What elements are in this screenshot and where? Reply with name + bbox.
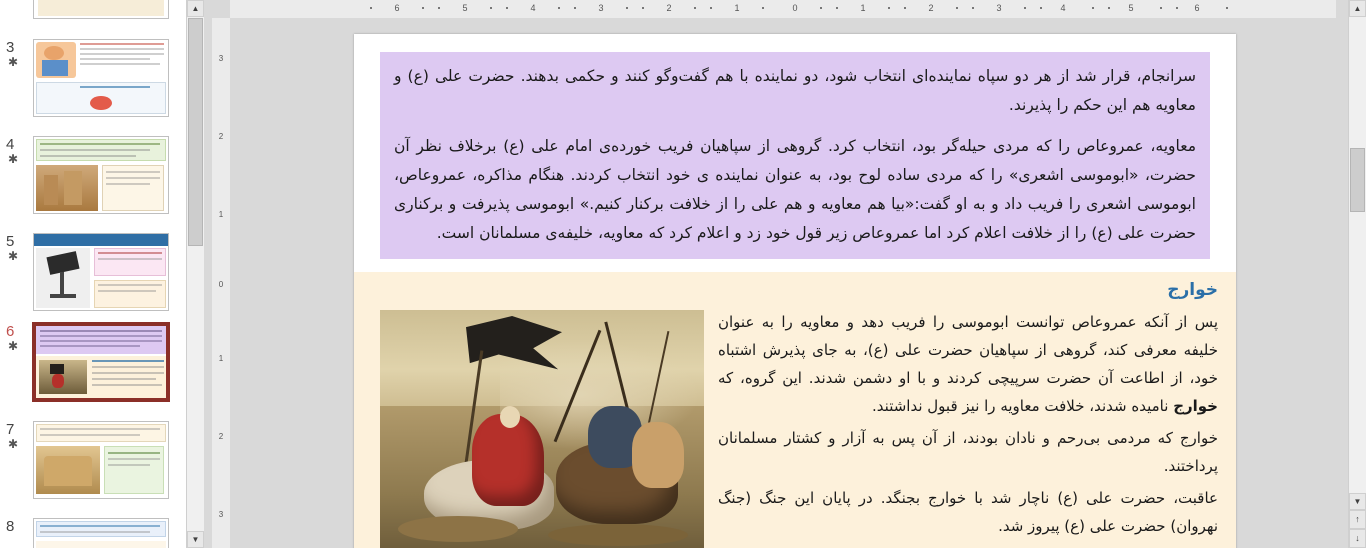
hruler-tick-2: 2 bbox=[666, 3, 672, 13]
hruler-tick-4b: 4 bbox=[1060, 3, 1066, 13]
vruler-tick-1: 1 bbox=[218, 210, 224, 219]
slide-thumbnail-5-image[interactable] bbox=[33, 233, 169, 311]
slide-thumbnail-2[interactable] bbox=[0, 0, 186, 24]
hruler-tick-6: 6 bbox=[394, 3, 400, 13]
slide-area-scrollbar[interactable] bbox=[1348, 0, 1366, 548]
horizontal-ruler bbox=[230, 0, 1336, 19]
slide-number-6: 6 bbox=[6, 323, 15, 340]
current-slide[interactable] bbox=[354, 34, 1236, 548]
intro-paragraph-1: سرانجام، قرار شد از هر دو سپاه نماینده‌ای انتخاب شود، دو نماینده با هم گفت‌وگو کنند و حکمی بدهند. حضرت علی (ع) و معاویه هم این حکم را پذیرند. bbox=[394, 67, 1196, 114]
vruler-tick-1b: 1 bbox=[218, 354, 224, 363]
body-paragraph-3: عاقبت، حضرت علی (ع) ناچار شد با خوارج بجنگد. در پایان این جنگ (جنگ نهروان) حضرت علی (ع) پیروز شد. bbox=[718, 489, 1218, 535]
hruler-tick-2b: 2 bbox=[928, 3, 934, 13]
vruler-tick-2b: 2 bbox=[218, 432, 224, 441]
body-paragraph-1-part1: پس از آنکه عمروعاص توانست ابوموسی را فریب دهد و معاویه را به عنوان خلیفه معرفی کند، گروهی از سپاهیان حضرت علی (ع)، به جای پذیرش اشتباه خود، از اطاعت آن حضرت سرپیچی کردند و با او دشمن شدند. این گروه، که bbox=[718, 313, 1218, 387]
kharej-section[interactable] bbox=[354, 272, 1236, 548]
animation-star-icon-4: ✱ bbox=[8, 152, 19, 166]
slide-thumbnail-4[interactable] bbox=[0, 133, 186, 219]
previous-slide-button[interactable]: ↑ bbox=[1349, 510, 1366, 529]
slide-thumbnail-3[interactable] bbox=[0, 36, 186, 122]
slide-editing-area[interactable] bbox=[230, 18, 1336, 548]
scroll-down-button[interactable]: ▼ bbox=[1349, 493, 1366, 510]
slide-thumbnail-6-image[interactable] bbox=[33, 323, 169, 401]
slide-number-5: 5 bbox=[6, 233, 15, 250]
body-paragraph-2: خوارج که مردمی بی‌رحم و نادان بودند، از آن پس به آزار و کشتار مسلمانان پرداختند. bbox=[718, 429, 1218, 475]
vruler-tick-0: 0 bbox=[218, 280, 224, 289]
hruler-tick-4: 4 bbox=[530, 3, 536, 13]
vertical-ruler bbox=[212, 18, 231, 548]
slide-thumbnail-8[interactable] bbox=[0, 515, 186, 548]
hruler-tick-1: 1 bbox=[734, 3, 740, 13]
thumbnail-scrollbar-thumb[interactable] bbox=[188, 18, 203, 246]
body-paragraph-1-part2: نامیده شدند، خلافت معاویه را نیز قبول نداشتند. bbox=[872, 397, 1174, 415]
hruler-tick-5: 5 bbox=[462, 3, 468, 13]
slide-number-7: 7 bbox=[6, 421, 15, 438]
hruler-tick-3: 3 bbox=[598, 3, 604, 13]
slide-thumbnail-5[interactable] bbox=[0, 230, 186, 316]
animation-star-icon-6: ✱ bbox=[8, 339, 19, 353]
slide-number-4: 4 bbox=[6, 136, 15, 153]
body-paragraph-1 bbox=[718, 308, 1218, 420]
intro-paragraph-2: معاویه، عمروعاص را که مردی حیله‌گر بود، انتخاب کرد. گروهی از سپاهیان فریب خورده‌ی امام علی (ع) برخلاف نظر آن حضرت، «ابوموسی اشعری» را که مردی ساده لوح بود، به عنوان نماینده ی خود انتخاب کردند. هنگام مذاکره، عمروعاص، ابوموسی اشعری را فریب داد و به او گفت:«بیا هم معاویه و هم علی را از خلافت برکنار کنیم.» ابوموسی پذیرفت و برکناری حضرت علی (ع) را از خلافت اعلام کرد اما عمروعاص زیر قول خود زد و اعلام کرد که معاویه، خلیفه‌ی مسلمانان است. bbox=[394, 137, 1196, 242]
slide-thumbnail-6[interactable] bbox=[0, 320, 186, 410]
vruler-tick-3: 3 bbox=[218, 54, 224, 63]
kharej-body-text[interactable] bbox=[718, 308, 1218, 544]
slide-thumbnail-8-image[interactable] bbox=[33, 518, 169, 548]
thumbnail-scrollbar[interactable] bbox=[186, 0, 204, 548]
section-title: خوارج bbox=[1167, 280, 1218, 300]
animation-star-icon-7: ✱ bbox=[8, 437, 19, 451]
thumbnail-scroll-up-button[interactable]: ▲ bbox=[187, 0, 204, 17]
scroll-up-button[interactable]: ▲ bbox=[1349, 0, 1366, 17]
slide-thumbnail-3-image[interactable] bbox=[33, 39, 169, 117]
scrollbar-thumb[interactable] bbox=[1350, 148, 1365, 212]
slide-thumbnail-2-image[interactable] bbox=[33, 0, 169, 19]
battle-painting-image[interactable] bbox=[380, 310, 704, 548]
next-slide-button[interactable]: ↓ bbox=[1349, 529, 1366, 548]
slide-thumbnail-7-image[interactable] bbox=[33, 421, 169, 499]
hruler-tick-1b: 1 bbox=[860, 3, 866, 13]
hruler-tick-3b: 3 bbox=[996, 3, 1002, 13]
body-keyword-kharej: خوارج bbox=[1173, 397, 1218, 415]
intro-text-box[interactable] bbox=[380, 52, 1210, 259]
hruler-tick-6b: 6 bbox=[1194, 3, 1200, 13]
hruler-tick-0: 0 bbox=[792, 3, 798, 13]
animation-star-icon-3: ✱ bbox=[8, 55, 19, 69]
slide-thumbnail-panel[interactable] bbox=[0, 0, 186, 548]
vruler-tick-3b: 3 bbox=[218, 510, 224, 519]
animation-star-icon-5: ✱ bbox=[8, 249, 19, 263]
hruler-tick-5b: 5 bbox=[1128, 3, 1134, 13]
thumbnail-scroll-down-button[interactable]: ▼ bbox=[187, 531, 204, 548]
slide-thumbnail-7[interactable] bbox=[0, 418, 186, 504]
slide-number-3: 3 bbox=[6, 39, 15, 56]
slide-number-8: 8 bbox=[6, 518, 15, 535]
vruler-tick-2: 2 bbox=[218, 132, 224, 141]
slide-thumbnail-4-image[interactable] bbox=[33, 136, 169, 214]
